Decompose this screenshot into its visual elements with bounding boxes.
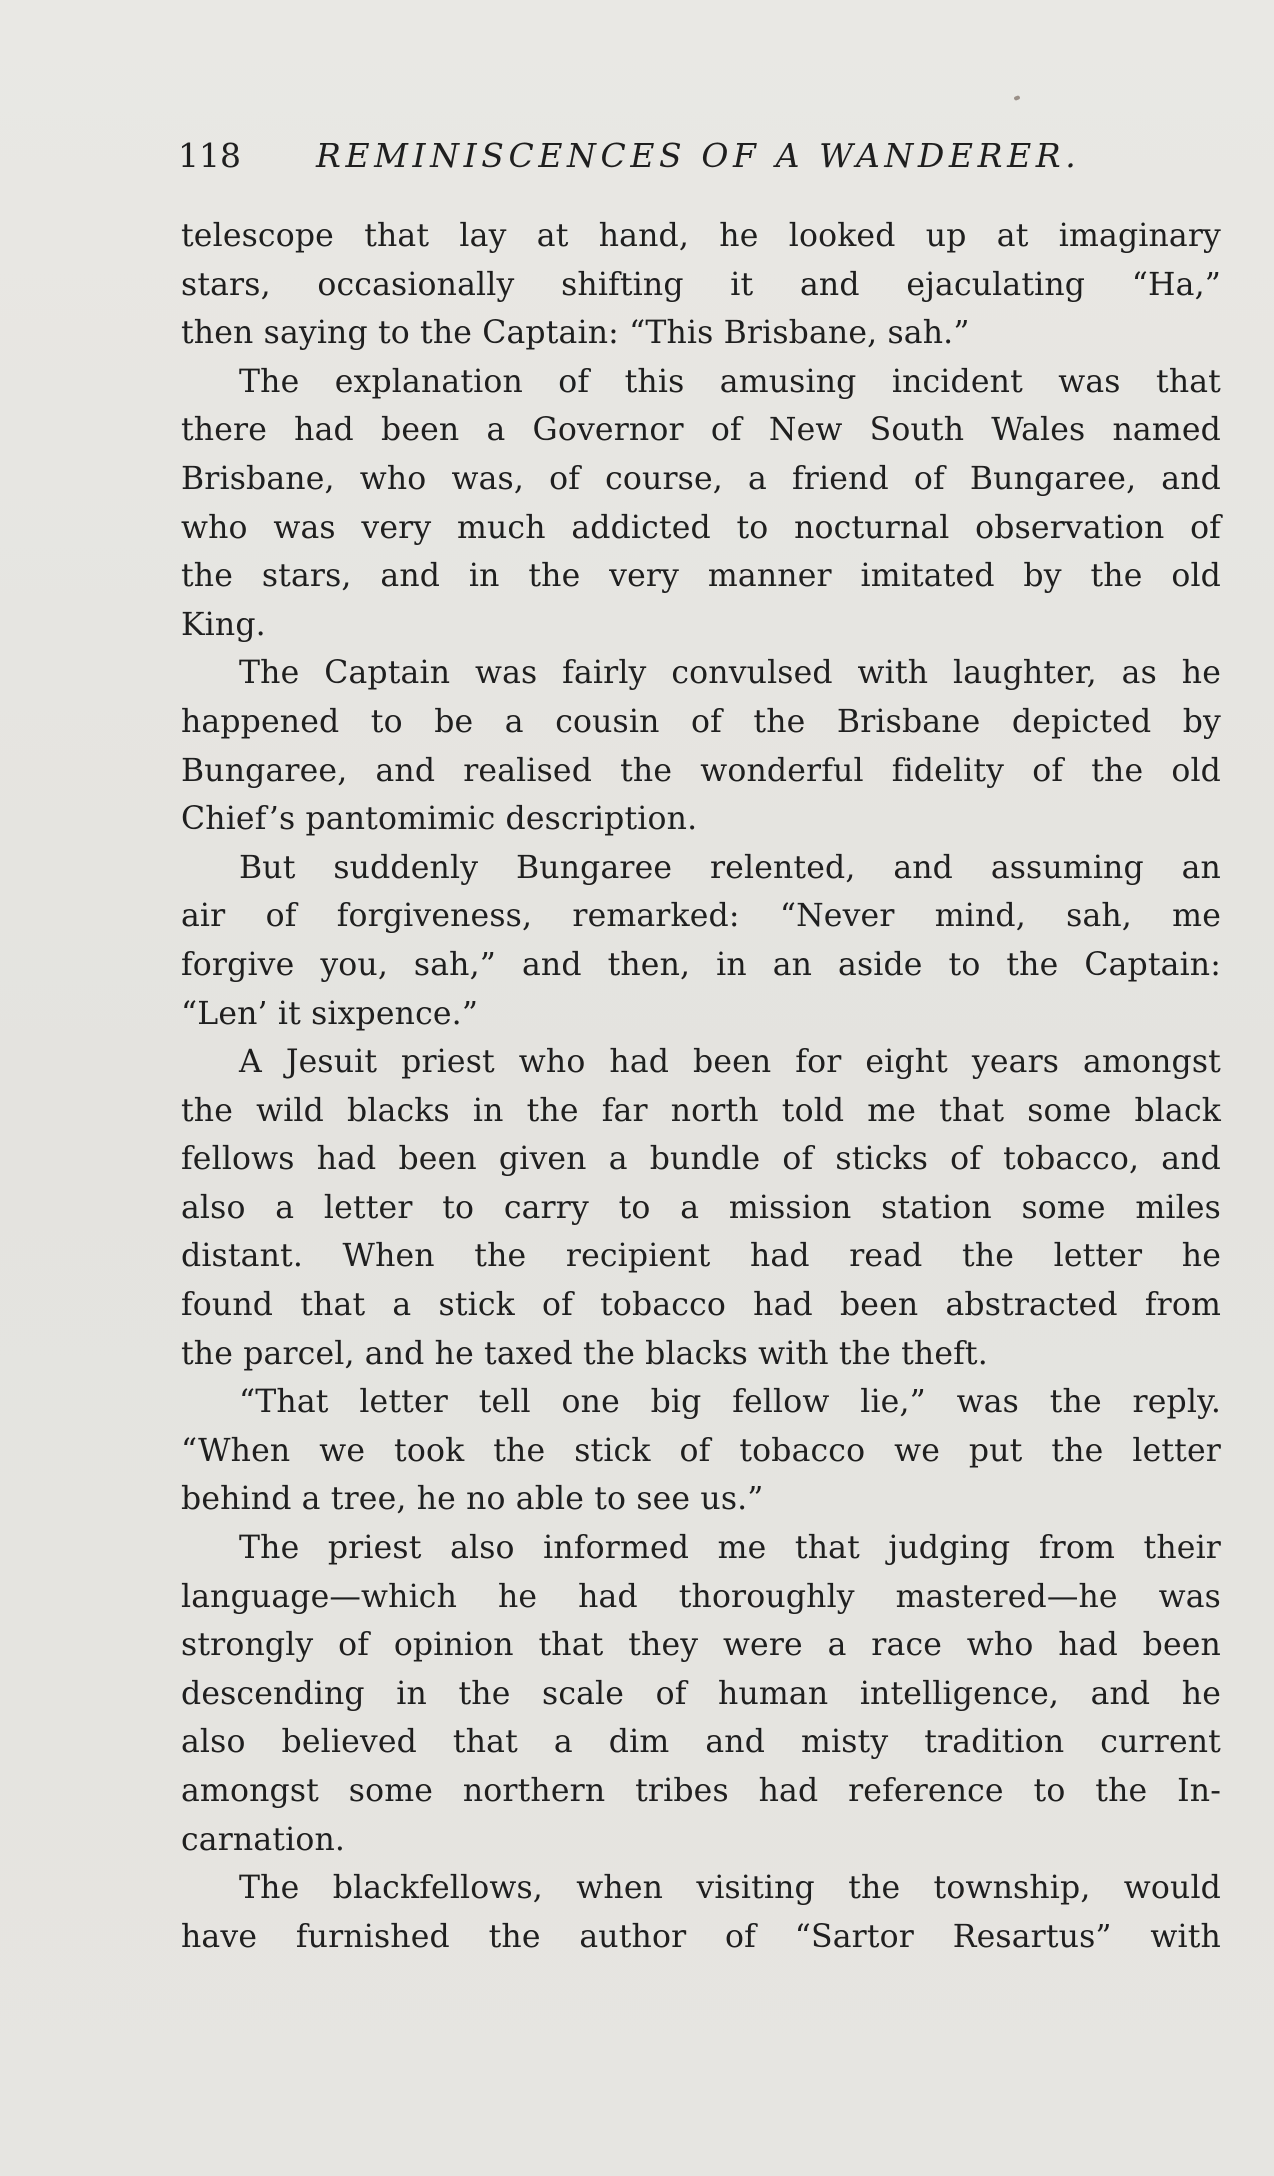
paragraph-start-line: The Captain was fairly convulsed with laughter, as he (239, 655, 1221, 692)
text-line: forgive you, sah,” and then, in an aside to the Captain: (181, 946, 1221, 983)
text-line: carnation. (181, 1821, 346, 1858)
text-line: also believed that a dim and misty tradition current (181, 1724, 1221, 1761)
paragraph-start-line: The explanation of this amusing incident was that (239, 363, 1221, 400)
text-line: fellows had been given a bundle of sticks of tobacco, and (181, 1141, 1221, 1178)
running-title: REMINISCENCES OF A WANDERER. (316, 136, 1081, 175)
text-line: have furnished the author of “Sartor Resartus” with (181, 1918, 1221, 1955)
text-line: telescope that lay at hand, he looked up at imaginary (181, 218, 1221, 254)
text-line: the stars, and in the very manner imitated by the old (181, 558, 1221, 595)
page-number: 118 (178, 136, 241, 175)
text-line: found that a stick of tobacco had been abstracted from (181, 1287, 1221, 1324)
paragraph-start-line: The priest also informed me that judging from their (239, 1530, 1221, 1567)
paragraph-start-line: The blackfellows, when visiting the township, would (239, 1870, 1221, 1907)
text-line: strongly of opinion that they were a race who had been (181, 1627, 1221, 1664)
text-line: air of forgiveness, remarked: “Never mind, sah, me (181, 898, 1221, 935)
text-line: “Len’ it sixpence.” (181, 995, 479, 1032)
text-line: who was very much addicted to nocturnal observation of (181, 509, 1221, 546)
text-line: “When we took the stick of tobacco we put the letter (181, 1432, 1221, 1469)
text-line: Chief’s pantomimic description. (181, 801, 698, 838)
text-line: language—which he had thoroughly mastered—he was (181, 1578, 1221, 1615)
text-line: amongst some northern tribes had reference to the In- (181, 1773, 1221, 1809)
text-line: the wild blacks in the far north told me that some black (181, 1092, 1221, 1129)
text-line: stars, occasionally shifting it and ejaculating “Ha,” (181, 266, 1221, 303)
running-head (178, 134, 1098, 178)
body-text (181, 212, 1221, 1961)
text-line: distant. When the recipient had read the letter he (181, 1238, 1221, 1275)
text-line: also a letter to carry to a mission station some miles (181, 1189, 1221, 1226)
text-line: there had been a Governor of New South Wales named (181, 412, 1221, 449)
paragraph-start-line: “That letter tell one big fellow lie,” was the reply. (239, 1384, 1221, 1421)
text-line: King. (181, 606, 266, 643)
text-line: happened to be a cousin of the Brisbane depicted by (181, 703, 1221, 740)
text-line: descending in the scale of human intelligence, and he (181, 1675, 1221, 1712)
text-line: the parcel, and he taxed the blacks with the theft. (181, 1335, 988, 1372)
text-line: Brisbane, who was, of course, a friend of Bungaree, and (181, 460, 1221, 497)
paragraph-start-line: But suddenly Bungaree relented, and assuming an (239, 849, 1221, 886)
text-line: Bungaree, and realised the wonderful fidelity of the old (181, 752, 1221, 789)
text-line: then saying to the Captain: “This Brisbane, sah.” (181, 315, 970, 352)
paper-speck (1013, 95, 1020, 101)
paragraph-start-line: A Jesuit priest who had been for eight years amongst (239, 1044, 1221, 1081)
text-line: behind a tree, he no able to see us.” (181, 1481, 764, 1518)
